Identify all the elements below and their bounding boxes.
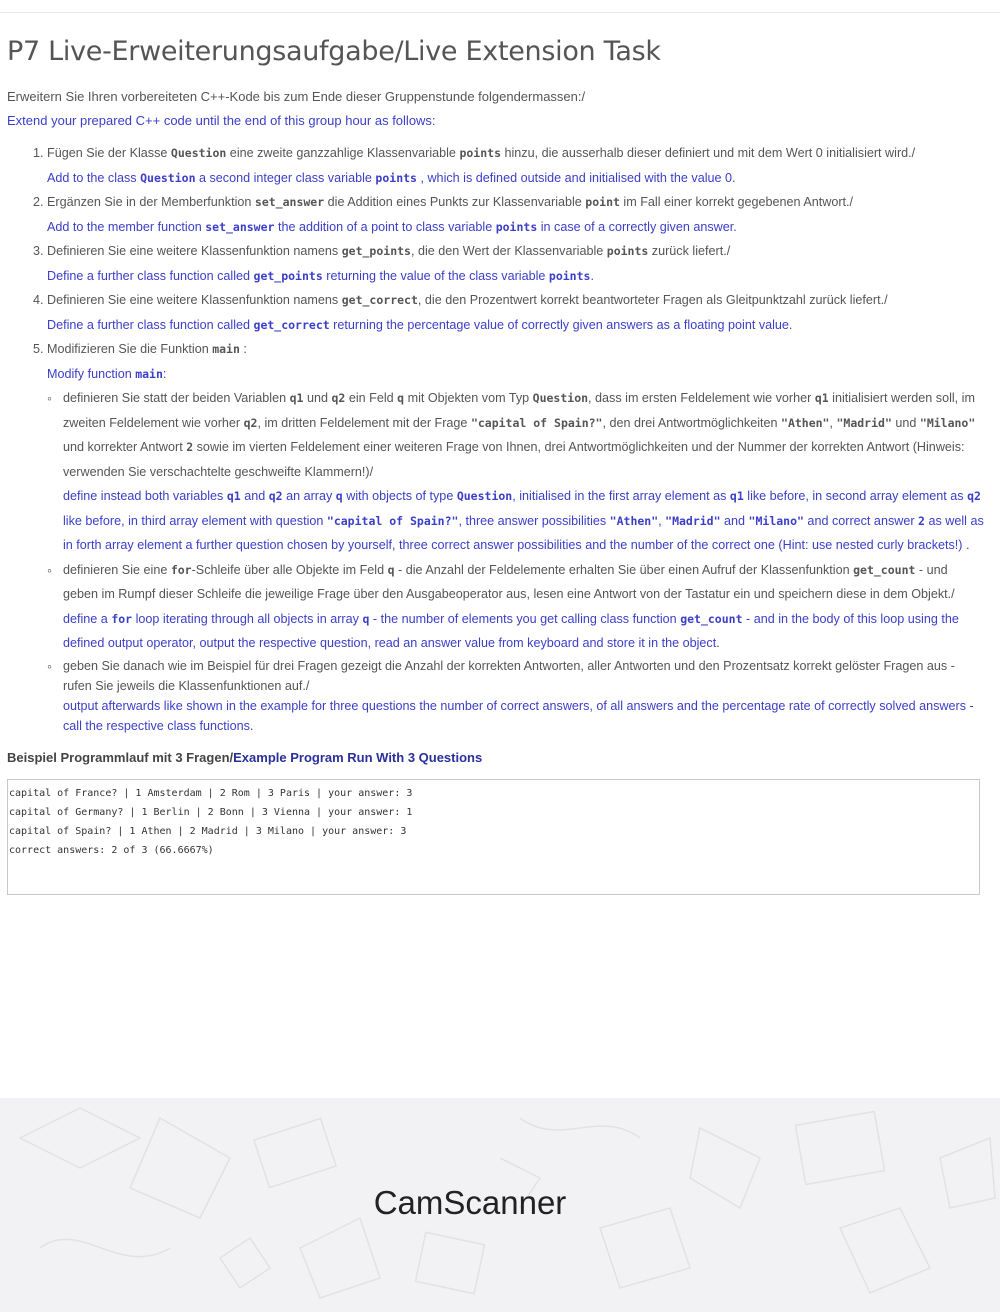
output-line: capital of Spain? | 1 Athen | 2 Madrid | 3 Milano | your answer: 3 [9, 825, 407, 837]
subtask-for-loop-german: ◦ definieren Sie eine for-Schleife über alle Objekte im Feld q - die Anzahl der Feldelemente erhalten Sie über einen Aufruf der Klassenfunktion get_count - und geben im Rumpf dieser Schleife die jeweilige Frage über den Ausgabeoperator aus, lesen eine Antwort von der Tastatur ein und speichern diese in dem Objekt./ [63, 562, 955, 601]
subtask-output [63, 656, 985, 736]
task-3 [47, 239, 985, 288]
task-3-english: Define a further class function called get_points returning the value of the class variable points. [47, 268, 594, 283]
subtask-output-german: ◦ geben Sie danach wie im Beispiel für drei Fragen gezeigt die Anzahl der korrekten Antworten, aller Antworten und den Prozentsatz korrekt gelöster Fragen aus - rufen Sie jeweils die Klassenfunktionen auf./ [63, 658, 955, 693]
task-2-german: 2. Ergänzen Sie in der Memberfunktion set_answer die Addition eines Punkts zur Klassenvariable point im Fall einer korrekt gegebenen Antwort./ [47, 195, 854, 209]
task-list [7, 141, 985, 736]
intro [7, 85, 985, 133]
example-heading-german: Beispiel Programmlauf mit 3 Fragen/ [7, 749, 234, 765]
subtask-output-english: output afterwards like shown in the example for three questions the number of correct answers, of all answers and the percentage rate of correctly solved answers - call the respective class functions. [63, 698, 974, 733]
task-2 [47, 190, 985, 239]
example-heading [7, 750, 985, 765]
task-5-english: Modify function main: [47, 366, 167, 381]
scanner-footer [0, 1098, 1000, 1312]
top-divider [0, 12, 1000, 13]
task-4-english: Define a further class function called get_correct returning the percentage value of correctly given answers as a floating point value. [47, 317, 793, 332]
output-line: correct answers: 2 of 3 (66.6667%) [9, 845, 214, 857]
intro-german: Erweitern Sie Ihren vorbereiteten C++-Kode bis zum Ende dieser Gruppenstunde folgendermassen:/ [7, 89, 586, 104]
subtask-for-loop [63, 558, 985, 656]
task-5-german: 5. Modifizieren Sie die Funktion main : [47, 342, 247, 356]
example-heading-english: Example Program Run With 3 Questions [233, 749, 483, 765]
page-title: P7 Live-Erweiterungsaufgabe/Live Extension Task [7, 36, 661, 67]
task-4 [47, 288, 985, 337]
task-4-german: 4. Definieren Sie eine weitere Klassenfunktion namens get_correct, die den Prozentwert korrekt beantworteter Fragen als Gleitpunktzahl zurück liefert./ [47, 293, 888, 307]
subtask-array [63, 386, 985, 558]
subtask-for-loop-english: define a for loop iterating through all objects in array q - the number of elements you get calling class function get_count - and in the body of this loop using the defined output operator, output the respective question, read an answer value from keyboard and store it in the object. [63, 611, 959, 650]
output-line: capital of France? | 1 Amsterdam | 2 Rom | 3 Paris | your answer: 3 [9, 787, 413, 799]
example-output-box [7, 779, 980, 895]
task-3-german: 3. Definieren Sie eine weitere Klassenfunktion namens get_points, die den Wert der Klassenvariable points zurück liefert./ [47, 244, 731, 258]
output-line: capital of Germany? | 1 Berlin | 2 Bonn | 3 Vienna | your answer: 1 [9, 806, 413, 818]
subtask-array-german: ◦ definieren Sie statt der beiden Variablen q1 und q2 ein Feld q mit Objekten vom Typ Question, dass im ersten Feldelement wie vorher q1 initialisiert werden soll, im zweiten Feldelement wie vorher q2, im dritten Feldelement mit der Frage "capital of Spain?", den drei Antwortmöglichkeiten "Athen", "Madrid" und "Milano" und korrekter Antwort 2 sowie im vierten Feldelement einer weiteren Frage von Ihnen, drei Antwortmöglichkeiten und der Nummer der korrekten Antwort (Hinweis: verwenden Sie verschachtelte geschweifte Klammern!)/ [63, 391, 976, 479]
subtask-array-english: define instead both variables q1 and q2 an array q with objects of type Question, initialised in the first array element as q1 like before, in second array element as q2 like before, in third array element with question "capital of Spain?", three answer possibilities "Athen", "Madrid" and "Milano" and correct answer 2 as well as in forth array element a further question chosen by yourself, three correct answer possibilities and the number of the correct one (Hint: use nested curly brackets!) . [63, 489, 984, 552]
intro-english: Extend your prepared C++ code until the end of this group hour as follows: [7, 113, 436, 128]
task-1-english: Add to the class Question a second integer class variable points , which is defined outside and initialised with the value 0. [47, 170, 736, 185]
camscanner-logo-text: CamScanner [373, 1184, 567, 1221]
document [7, 36, 985, 895]
task-5-subtasks [47, 386, 985, 736]
task-5 [47, 337, 985, 736]
task-1-german: 1. Fügen Sie der Klasse Question eine zweite ganzzahlige Klassenvariable points hinzu, die ausserhalb dieser definiert und mit dem Wert 0 initialisiert wird./ [47, 146, 916, 160]
task-2-english: Add to the member function set_answer the addition of a point to class variable points in case of a correctly given answer. [47, 219, 737, 234]
task-1 [47, 141, 985, 190]
